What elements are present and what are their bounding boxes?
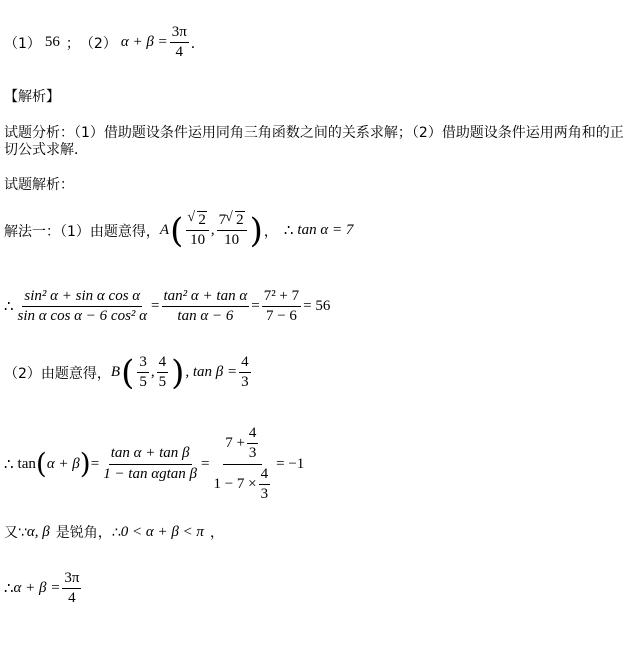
answer-separator: ； bbox=[65, 35, 80, 52]
tan-sum-equation bbox=[4, 425, 304, 503]
f2-den-prefix: 1 − 7 × bbox=[213, 475, 257, 492]
equals-sign: = bbox=[90, 455, 100, 472]
method1-prefix: 解法一：（1）由题意得， bbox=[4, 223, 160, 240]
acute-inequality: 0 < α + β < π bbox=[120, 523, 204, 540]
fraction-denominator: 4 bbox=[175, 44, 183, 61]
answer-part2-lhs: α + β = bbox=[120, 34, 168, 51]
tan-sum-f1-denominator: 1 − tan αgtan β bbox=[103, 465, 197, 482]
therefore-symbol: ∴ bbox=[4, 581, 14, 598]
solution-heading: 试题解析： bbox=[4, 177, 74, 193]
tan-sum-fraction-2 bbox=[211, 425, 274, 503]
f2-num-prefix: 7 + bbox=[225, 435, 245, 452]
section-title: 【解析】 bbox=[4, 89, 60, 105]
tan-beta-fraction bbox=[239, 354, 251, 392]
f2-num-inner-fraction bbox=[247, 425, 259, 463]
method1-comma: ， bbox=[263, 223, 278, 240]
inner-numerator: 4 bbox=[247, 425, 259, 444]
therefore-symbol: ∴ bbox=[283, 223, 294, 240]
equals-sign: = bbox=[151, 298, 160, 315]
y-denominator: 10 bbox=[224, 232, 240, 249]
answer-fraction bbox=[170, 24, 189, 62]
x-radicand: 2 bbox=[198, 212, 206, 228]
equals-sign: = bbox=[201, 455, 210, 472]
right-paren: ) bbox=[249, 210, 263, 251]
b-y-numerator: 4 bbox=[157, 354, 169, 373]
answer-period: ． bbox=[190, 35, 205, 52]
point-b-x bbox=[137, 354, 149, 392]
fraction-numerator: 3π bbox=[170, 24, 189, 43]
b-x-numerator: 3 bbox=[137, 354, 149, 373]
part2-line: （2）由题意得， B ( $\frac{3}{5}$ , $\frac{4}{5}$ ) , tan β = $\frac{4}{3}$ bbox=[4, 352, 249, 393]
ratio-fraction-3 bbox=[262, 288, 301, 326]
ratio-f1-denominator: sin α cos α − 6 cos² α bbox=[17, 308, 148, 325]
point-a-y bbox=[217, 212, 247, 250]
therefore-symbol: ∴ bbox=[4, 299, 14, 316]
x-denominator: 10 bbox=[190, 232, 206, 249]
answer-part1-value: 56 bbox=[44, 34, 60, 51]
ratio-f2-denominator: tan α − 6 bbox=[177, 308, 234, 325]
conclusion-numerator: 3π bbox=[62, 570, 81, 589]
answer-part1-label: （1） bbox=[4, 35, 41, 52]
ratio-fraction-1 bbox=[16, 288, 150, 326]
left-paren: ( bbox=[35, 447, 47, 480]
point-b-y bbox=[157, 354, 169, 392]
left-paren: ( bbox=[121, 352, 135, 393]
conclusion-denominator: 4 bbox=[68, 590, 76, 607]
point-a-x bbox=[186, 212, 209, 250]
tan-beta-numerator: 4 bbox=[239, 354, 251, 373]
b-x-denominator: 5 bbox=[139, 374, 147, 391]
part2-prefix: （2）由题意得， bbox=[4, 365, 111, 382]
tan-sum-fraction-1 bbox=[101, 445, 199, 483]
ratio-f3-numerator: 7² + 7 bbox=[262, 288, 301, 307]
acute-vars: α, β bbox=[26, 523, 50, 540]
acute-prefix: 又∵ bbox=[4, 525, 27, 541]
point-b-label: B bbox=[110, 364, 121, 381]
answer-line bbox=[4, 24, 205, 62]
tan-alpha-result: tan α = 7 bbox=[297, 222, 354, 239]
conclusion-fraction bbox=[62, 570, 81, 608]
conclusion-lhs: α + β = bbox=[13, 580, 61, 597]
b-y-denominator: 5 bbox=[158, 374, 167, 391]
tan-sum-f1-numerator: tan α + tan β bbox=[109, 445, 192, 464]
acute-mid: 是锐角，∴ bbox=[55, 525, 121, 541]
right-paren: ) bbox=[79, 447, 91, 480]
ratio-f3-denominator: 7 − 6 bbox=[265, 308, 297, 325]
left-paren: ( bbox=[170, 210, 184, 251]
tan-label: tan bbox=[17, 455, 36, 472]
inner-denominator: 3 bbox=[248, 445, 257, 462]
analysis-line-1: 试题分析：（1）借助题设条件运用同角三角函数之间的关系求解；（2）借助题设条件运用两角和的正 bbox=[4, 125, 624, 141]
point-a-label: A bbox=[159, 222, 170, 239]
tan-argument: α + β bbox=[46, 455, 80, 472]
f2-den-inner-fraction bbox=[259, 466, 271, 504]
ratio-equation bbox=[4, 288, 330, 326]
tan-beta-denominator: 3 bbox=[241, 374, 249, 391]
ratio-result: = 56 bbox=[303, 298, 331, 315]
therefore-symbol: ∴ bbox=[4, 456, 14, 473]
inner-denominator: 3 bbox=[260, 485, 269, 502]
ratio-f2-numerator: tan² α + tan α bbox=[162, 288, 250, 307]
acute-line bbox=[4, 522, 224, 542]
ratio-f1-numerator: sin² α + sin α cos α bbox=[22, 288, 142, 307]
y-coefficient: 7 bbox=[218, 212, 227, 228]
answer-part2-label: （2） bbox=[79, 35, 117, 52]
y-radicand: 2 bbox=[236, 212, 244, 228]
method1-line: 解法一：（1）由题意得， A ( √ $\frac{2}{10}$ , $\frac{7√ 2}{10}$ ) ， ∴ tan α = 7 bbox=[4, 212, 353, 250]
right-paren: ) bbox=[171, 352, 185, 393]
conclusion-line bbox=[4, 570, 83, 608]
equals-sign: = bbox=[251, 298, 260, 315]
analysis-line-2: 切公式求解． bbox=[4, 142, 88, 158]
acute-end: ， bbox=[209, 525, 224, 541]
inner-numerator: 4 bbox=[259, 466, 271, 485]
tan-beta-label: , tan β = bbox=[185, 364, 238, 381]
tan-sum-result: = −1 bbox=[276, 455, 305, 472]
ratio-fraction-2 bbox=[162, 288, 250, 326]
